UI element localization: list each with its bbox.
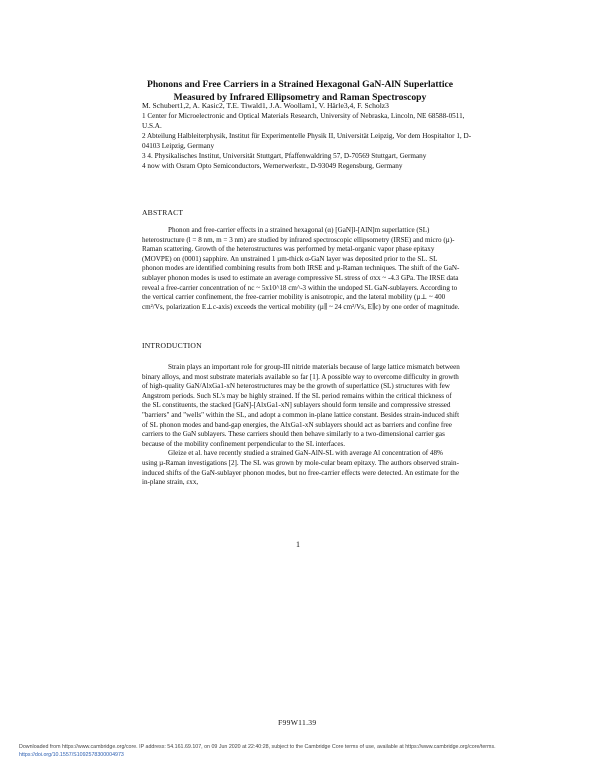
affiliation-3: 3 4. Physikalisches Institut, Universität Stuttgart, Pfaffenwaldring 57, D-70569 Stuttgart, Germany <box>142 151 427 160</box>
introduction-body <box>142 363 460 488</box>
abstract-paragraph: Phonon and free-carrier effects in a strained hexagonal (α) [GaN]l-[AlN]m superlattice (SL) heterostructure (l = 8 nm, m = 3 nm) are studied by infrared spectroscopic ellipsometry (IRSE) and micro (µ)-Raman scattering. Growth of the heterostructures was performed by metal-organic vapor phase epitaxy (MOVPE) on (0001) sapphire. An unstrained 1 µm-thick α-GaN layer was deposited prior to the SL. SL phonon modes are identified combining results from both IRSE and µ-Raman techniques. The shift of the GaN-sublayer phonon modes is used to estimate an average compressive SL stress of σxx ~ -4.3 GPa. The IRSE data reveal a free-carrier concentration of nc ~ 5x10^18 cm^-3 within the undoped SL GaN-sublayers. According to the vertical carrier confinement, the free-carrier mobility is anisotropic, and the lateral mobility (µ⊥ ~ 400 cm²/Vs, polarization E⊥c-axis) exceeds the vertical mobility (µ∥ ~ 24 cm²/Vs, E∥c) by one order of magnitude. <box>142 226 460 311</box>
affiliation-1: 1 Center for Microelectronic and Optical Materials Research, University of Nebraska, Lincoln, NE 68588-0511, U.S.A. <box>142 112 465 130</box>
introduction-heading: INTRODUCTION <box>142 341 202 350</box>
footer-doi-link[interactable]: https://doi.org/10.1557/S1092578300004973 <box>19 751 124 758</box>
affiliation-list <box>142 112 472 171</box>
title-line-1: Phonons and Free Carriers in a Strained Hexagonal GaN-AlN Superlattice <box>146 79 453 90</box>
author-list: M. Schubert1,2, A. Kasic2, T.E. Tiwald1, J.A. Woollam1, V. Härle3,4, F. Scholz3 <box>142 101 389 110</box>
paper-code: F99W11.39 <box>278 718 317 727</box>
download-footer <box>19 744 589 759</box>
title-line-2: Measured by Infrared Ellipsometry and Raman Spectroscopy <box>173 92 427 103</box>
footer-line-1: Downloaded from https://www.cambridge.org/core. IP address: 54.161.69.107, on 09 Jun 2020 at 22:40:28, subject to the Cambridge Core terms of use, available at https://www.cambridge.org/core/terms. <box>19 744 496 750</box>
intro-paragraph-2: Gleize et al. have recently studied a strained GaN-AlN-SL with average Al concentration of 48% using µ-Raman investigations [2]. The SL was grown by mole-cular beam epitaxy. The authors observed strain-induced shifts of the GaN-sublayer phonon modes, but no free-carrier effects were detected. An estimate for the in-plane strain, εxx, <box>142 449 459 487</box>
affiliation-4: 4 now with Osram Opto Semiconductors, Wernerwerkstr., D-93049 Regensburg, Germany <box>142 161 403 170</box>
abstract-body <box>142 226 460 312</box>
intro-paragraph-1: Strain plays an important role for group-III nitride materials because of large lattice mismatch between binary alloys, and most substrate materials available so far [1]. A possible way to overcome difficulty in growth of high-quality GaN/AlxGa1-xN heterostructures may be the growth of superlattice (SL) structures with few Angstrom periods. Such SL's may be highly strained. If the SL period remains within the critical thickness of the SL constituents, the stacked [GaN]-[AlxGa1-xN] sublayers should form tensile and compressive stressed "barriers" and "wells" within the SL, and adopt a common in-plane lattice constant. Besides strain-induced shift of SL phonon modes and band-gap energies, the AlxGa1-xN sublayers should act as barriers and confine free carriers to the GaN sublayers. These carriers should then behave similarly to a two-dimensional carrier gas because of the mobility confinement perpendicular to the SL interfaces. <box>142 363 460 448</box>
affiliation-2: 2 Abteilung Halbleiterphysik, Institut für Experimentelle Physik II, Universität Leipzig, Vor dem Hospitaltor 1, D-04103 Leipzig, Germany <box>142 131 472 150</box>
page-number: 1 <box>296 540 300 549</box>
abstract-heading: ABSTRACT <box>142 208 184 217</box>
